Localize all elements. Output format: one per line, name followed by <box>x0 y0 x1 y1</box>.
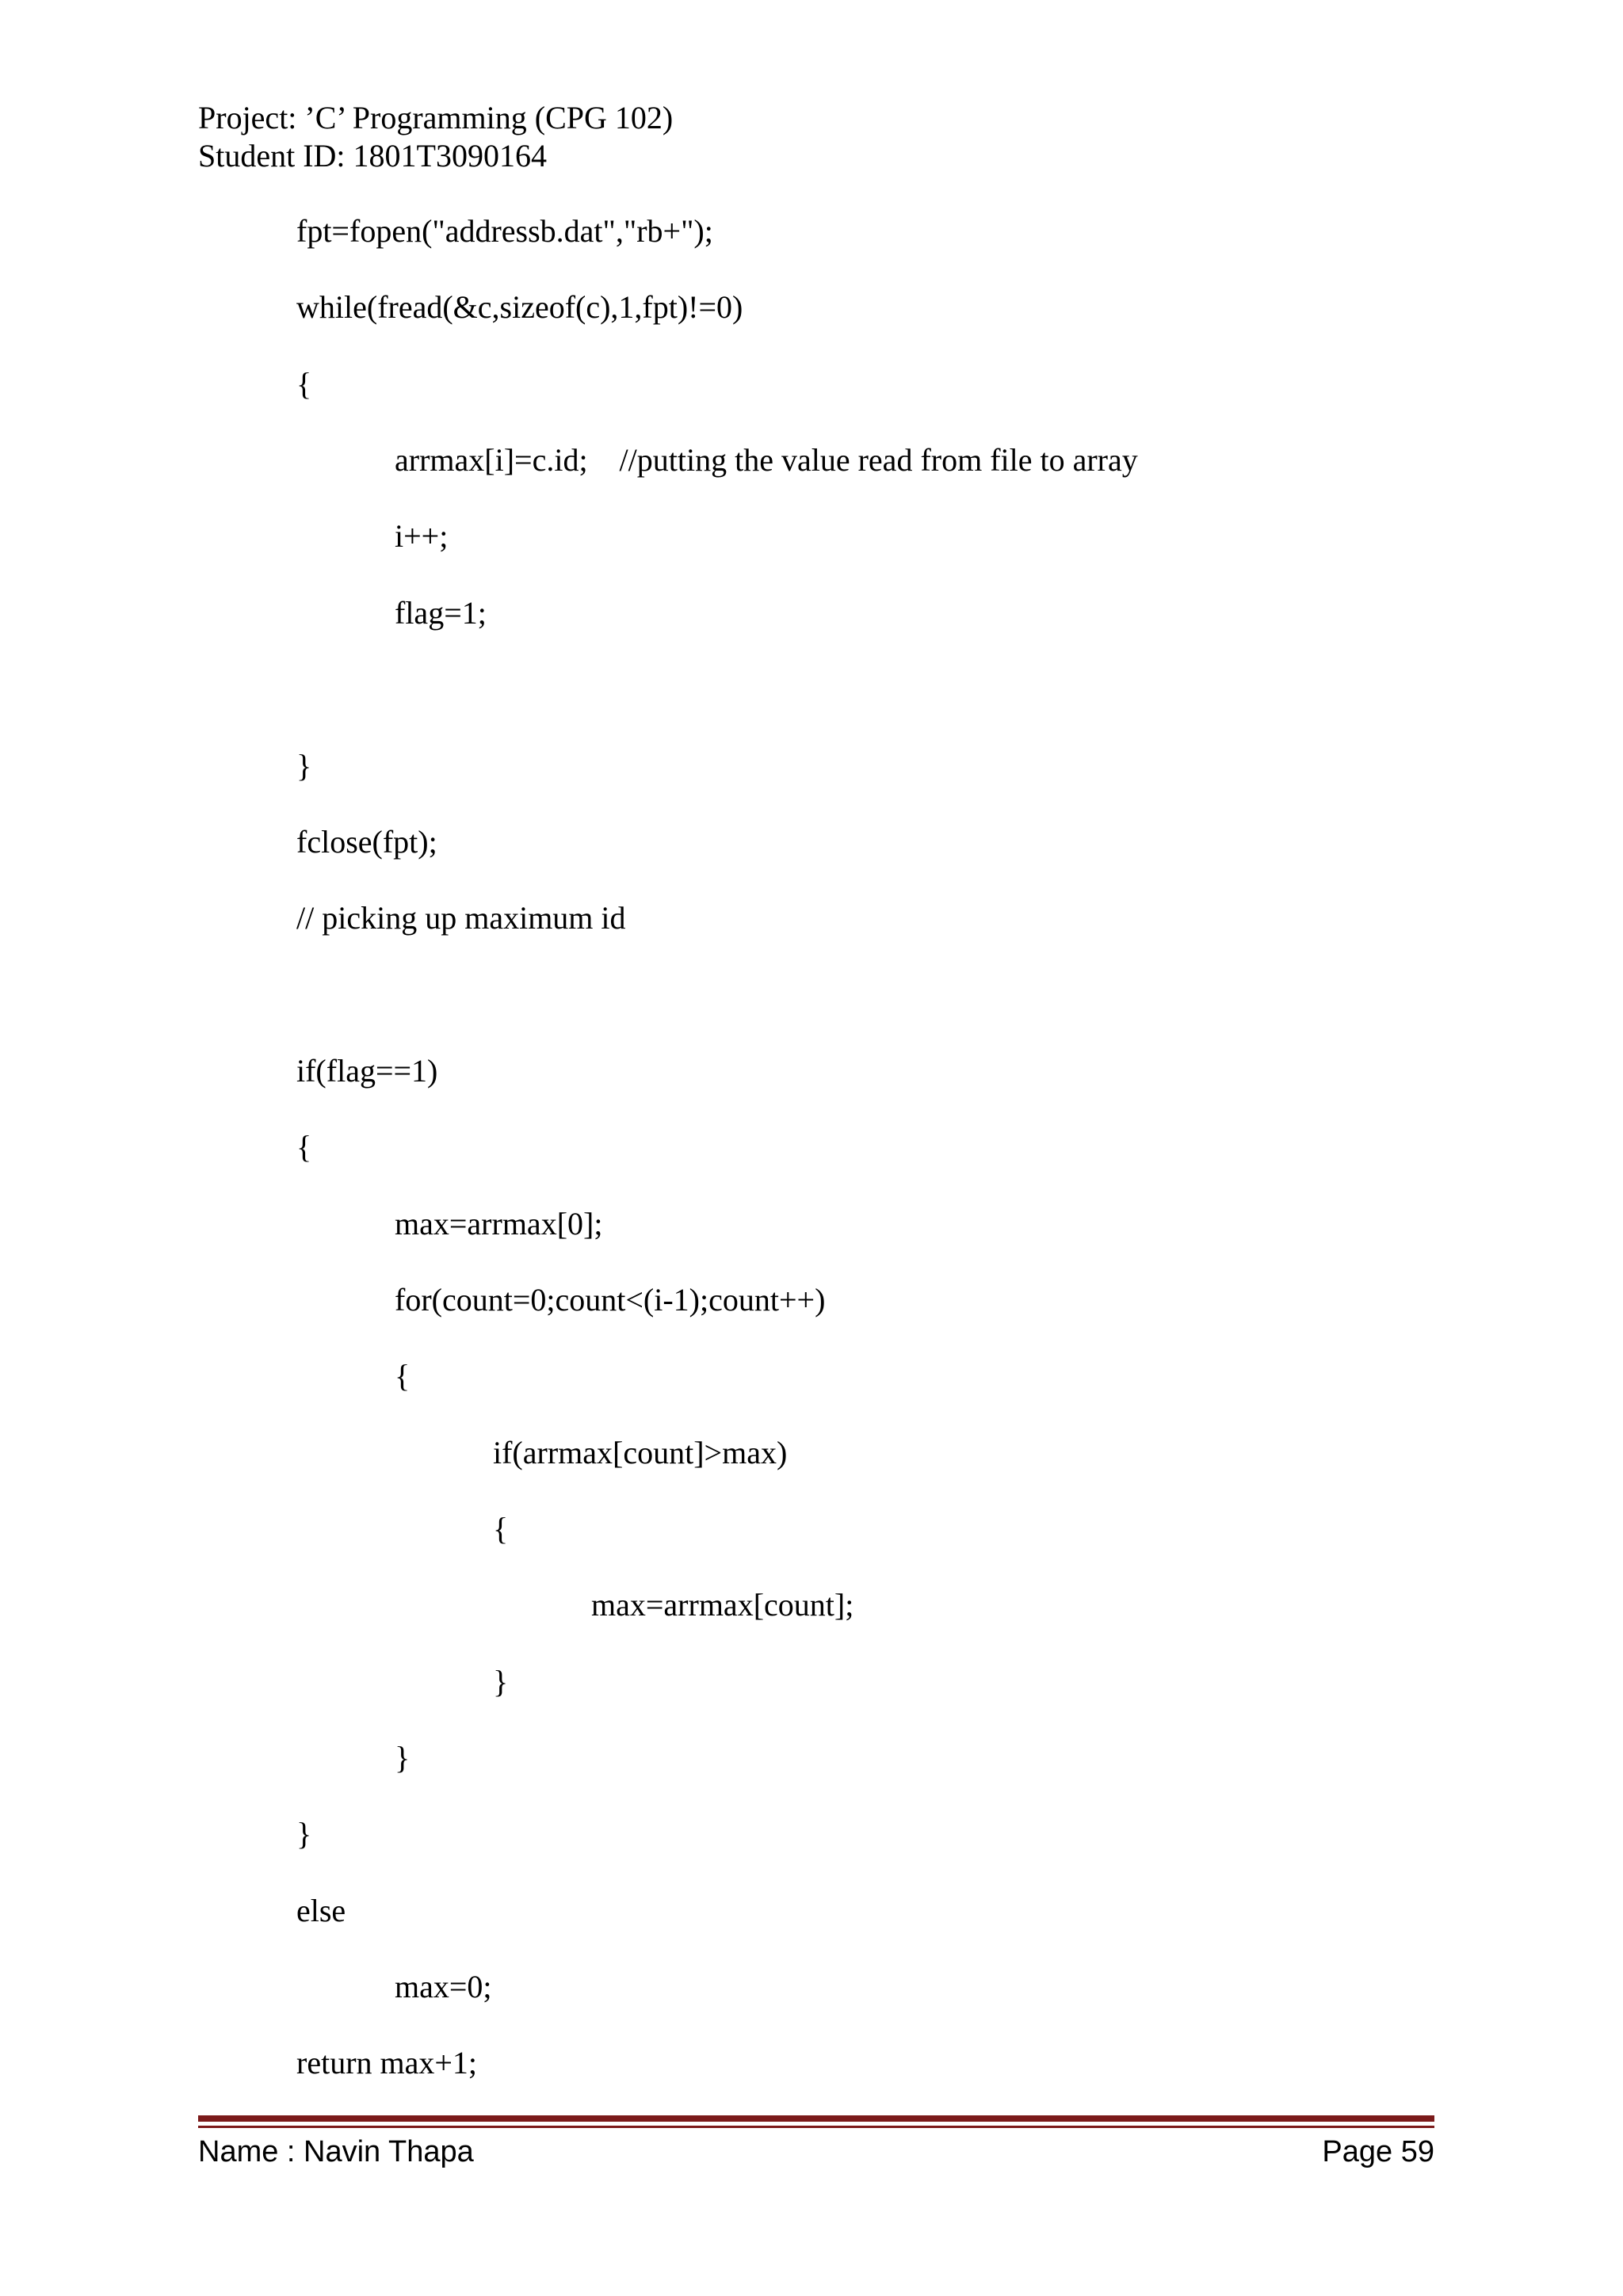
code-line: if(arrmax[count]>max) <box>493 1435 788 1470</box>
footer-divider <box>198 2115 1434 2122</box>
page-header <box>198 99 673 175</box>
code-line: { <box>296 366 312 402</box>
code-line: fclose(fpt); <box>296 824 437 860</box>
code-line: max=0; <box>395 1969 492 2004</box>
code-line: } <box>395 1740 411 1775</box>
code-line: { <box>395 1358 411 1394</box>
code-line: max=arrmax[count]; <box>591 1587 854 1623</box>
code-line: } <box>296 748 312 784</box>
code-line: // picking up maximum id <box>296 900 626 936</box>
code-line: else <box>296 1893 346 1928</box>
code-line: arrmax[i]=c.id; //putting the value read from file to array <box>395 442 1138 478</box>
code-line: } <box>493 1664 509 1699</box>
code-line: while(fread(&c,sizeof(c),1,fpt)!=0) <box>296 289 743 325</box>
code-line: max=arrmax[0]; <box>395 1206 603 1241</box>
code-line: fpt=fopen("addressb.dat","rb+"); <box>296 213 713 249</box>
code-line: { <box>296 1129 312 1165</box>
footer-author-name: Name : Navin Thapa <box>198 2135 474 2168</box>
page-number: Page 59 <box>1322 2135 1434 2168</box>
footer-divider-thin <box>198 2126 1434 2128</box>
code-line: flag=1; <box>395 595 487 631</box>
student-id: Student ID: 1801T3090164 <box>198 138 547 174</box>
code-line: for(count=0;count<(i-1);count++) <box>395 1282 826 1318</box>
code-line: if(flag==1) <box>296 1053 438 1089</box>
code-line: } <box>296 1816 312 1852</box>
code-line: { <box>493 1511 509 1547</box>
code-line: i++; <box>395 518 449 554</box>
project-title: Project: ’C’ Programming (CPG 102) <box>198 100 674 135</box>
code-line: return max+1; <box>296 2045 478 2081</box>
